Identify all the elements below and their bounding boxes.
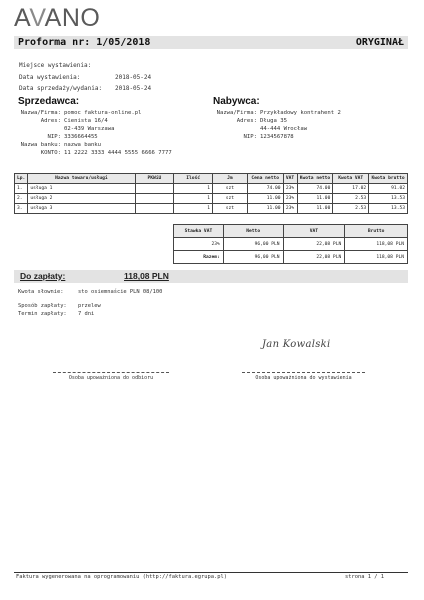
col-lp: Lp.: [15, 174, 28, 184]
cell-total-label: Razem:: [174, 251, 224, 264]
document-title-bar: [14, 36, 408, 49]
cell-pkwiu: [135, 204, 174, 214]
buyer-name: Przykładowy kontrahent 2: [260, 110, 341, 116]
amount-in-words-label: Kwota słownie:: [18, 289, 64, 295]
cell-net-price: 11.00: [247, 204, 283, 214]
seller-account: 11 2222 3333 4444 5555 6666 7777: [64, 150, 172, 156]
table-row: [15, 194, 408, 204]
seller-name: pomoc faktura-online.pl: [64, 110, 142, 116]
vat-summary-table: [173, 224, 408, 264]
items-table: [14, 173, 408, 214]
seller-address-label: Adres:: [40, 118, 61, 124]
seller-nip-label: NIP:: [47, 134, 61, 140]
payment-term-label: Termin zapłaty:: [18, 311, 67, 317]
seller-block: [14, 109, 172, 157]
sale-date-row: [19, 85, 179, 92]
col-net-price: Cena netto: [247, 174, 283, 184]
footer-page-number: strona 1 / 1: [345, 574, 384, 580]
issue-date-label: Data wystawienia:: [19, 74, 81, 81]
cell-net-amount: 11.00: [297, 194, 333, 204]
seller-name-label: Nazwa/Firma:: [20, 110, 61, 116]
cell-vat: 23%: [283, 204, 297, 214]
cell-vat: 23%: [283, 184, 297, 194]
cell-gross: 118,08 PLN: [345, 238, 408, 251]
buyer-heading: Nabywca:: [213, 96, 260, 107]
table-row: [15, 204, 408, 214]
cell-net: 96,00 PLN: [223, 238, 283, 251]
cell-lp: 2.: [15, 194, 28, 204]
payment-method-row: [18, 303, 101, 309]
cell-vat-amount: 17.02: [333, 184, 369, 194]
table-row: [174, 238, 408, 251]
cell-unit: szt: [213, 204, 248, 214]
seller-nip: 3336664455: [64, 134, 98, 140]
document-title: Proforma nr: 1/05/2018: [18, 37, 151, 48]
cell-lp: 1.: [15, 184, 28, 194]
seller-bank-label: Nazwa banku:: [20, 142, 61, 148]
issue-date-row: [19, 74, 179, 81]
table-row-total: [174, 251, 408, 264]
col-net-amount: Kwota netto: [297, 174, 333, 184]
amount-in-words-row: [18, 289, 162, 295]
buyer-nip: 1234567878: [260, 134, 294, 140]
col-net: Netto: [223, 225, 283, 238]
cell-gross-amount: 13.53: [369, 204, 408, 214]
cell-name: usługa 3: [28, 204, 135, 214]
buyer-address-line1: Długa 35: [260, 118, 287, 124]
payment-method: przelew: [78, 303, 101, 309]
amount-due-bar: [14, 270, 408, 283]
logo-letter-v: V: [29, 4, 45, 32]
issue-place: [19, 62, 91, 69]
issue-place-label: Miejsce wystawienia:: [19, 62, 92, 69]
table-row: [15, 184, 408, 194]
cell-net-amount: 74.00: [297, 184, 333, 194]
seller-heading: Sprzedawca:: [18, 96, 80, 107]
amount-due-value: 118,08 PLN: [124, 271, 169, 281]
issuer-signature-line: [242, 372, 365, 373]
col-gross-amount: Kwota brutto: [369, 174, 408, 184]
buyer-name-label: Nazwa/Firma:: [216, 110, 257, 116]
logo-letter-a: A: [14, 4, 30, 32]
handwritten-signature: Jan Kowalski: [262, 339, 331, 350]
original-badge: ORYGINAŁ: [355, 37, 404, 48]
items-header-row: [15, 174, 408, 184]
payment-method-label: Sposób zapłaty:: [18, 303, 67, 309]
logo-rest: ANO: [44, 4, 101, 32]
issuer-caption: Osoba upoważniona do wystawienia: [255, 375, 352, 381]
receiver-signature-line: [53, 372, 169, 373]
amount-in-words: sto osiemnaście PLN 08/100: [78, 289, 163, 295]
cell-pkwiu: [135, 184, 174, 194]
cell-vat: 22,08 PLN: [283, 238, 345, 251]
seller-bank: nazwa banku: [64, 142, 102, 148]
cell-vat-rate: 23%: [174, 238, 224, 251]
payment-term: 7 dni: [78, 311, 95, 317]
cell-vat: 23%: [283, 194, 297, 204]
seller-account-label: KONTO:: [40, 150, 61, 156]
cell-net-amount: 11.00: [297, 204, 333, 214]
cell-gross-amount: 13.53: [369, 194, 408, 204]
cell-pkwiu: [135, 194, 174, 204]
cell-gross-amount: 91.02: [369, 184, 408, 194]
cell-unit: szt: [213, 184, 248, 194]
cell-net: 96,00 PLN: [223, 251, 283, 264]
buyer-address-label: Adres:: [236, 118, 257, 124]
avano-logo: [14, 6, 100, 31]
col-name: Nazwa towaru/usługi: [28, 174, 135, 184]
cell-net-price: 11.00: [247, 194, 283, 204]
cell-vat-amount: 2.53: [333, 194, 369, 204]
col-vat-rate: Stawka VAT: [174, 225, 224, 238]
issue-date-value: 2018-05-24: [115, 74, 152, 81]
cell-vat-amount: 2.53: [333, 204, 369, 214]
col-vat-amount: Kwota VAT: [333, 174, 369, 184]
cell-gross: 118,08 PLN: [345, 251, 408, 264]
col-gross: Brutto: [345, 225, 408, 238]
cell-name: usługa 2: [28, 194, 135, 204]
col-qty: Ilość: [174, 174, 213, 184]
col-vat: VAT: [283, 225, 345, 238]
summary-header-row: [174, 225, 408, 238]
cell-qty: 1: [174, 194, 213, 204]
cell-qty: 1: [174, 204, 213, 214]
seller-address-line1: Cienista 16/4: [64, 118, 108, 124]
col-pkwiu: PKWiU: [135, 174, 174, 184]
buyer-block: [210, 109, 341, 141]
cell-vat: 22,08 PLN: [283, 251, 345, 264]
col-vat: VAT: [283, 174, 297, 184]
buyer-address-line2: 44-444 Wrocław: [260, 126, 308, 132]
sale-date-label: Data sprzedaży/wydania:: [19, 85, 103, 92]
cell-net-price: 74.00: [247, 184, 283, 194]
cell-name: usługa 1: [28, 184, 135, 194]
receiver-caption: Osoba upoważniona do odbioru: [68, 375, 154, 381]
cell-qty: 1: [174, 184, 213, 194]
amount-due-label: Do zapłaty:: [20, 271, 66, 281]
footer-generator-note: Faktura wygenerowana na oprogramowaniu (http://faktura.egrupa.pl): [16, 574, 227, 580]
seller-address-line2: 02-439 Warszawa: [64, 126, 115, 132]
sale-date-value: 2018-05-24: [115, 85, 152, 92]
col-unit: Jm: [213, 174, 248, 184]
cell-lp: 3.: [15, 204, 28, 214]
footer-divider: [14, 572, 408, 573]
cell-unit: szt: [213, 194, 248, 204]
buyer-nip-label: NIP:: [243, 134, 257, 140]
payment-term-row: [18, 311, 94, 317]
